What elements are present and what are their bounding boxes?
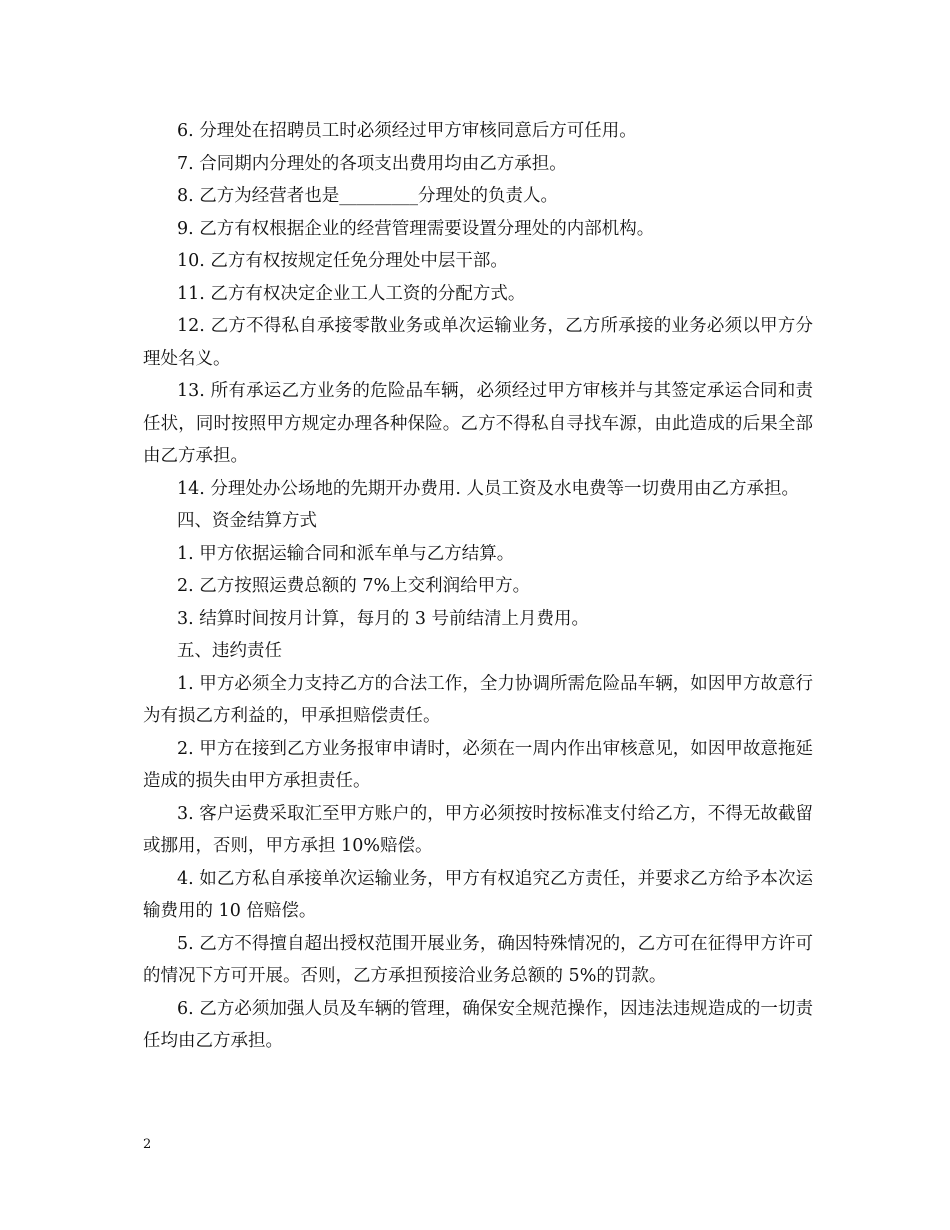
- liability-clause-1: 1. 甲方必须全力支持乙方的合法工作，全力协调所需危险品车辆，如因甲方故意行为有损乙方利益的，甲承担赔偿责任。: [143, 673, 813, 726]
- clause-11-wage-distribution: 11. 乙方有权决定企业工人工资的分配方式。: [177, 283, 526, 304]
- liability-clause-5: 5. 乙方不得擅自超出授权范围开展业务，确因特殊情况的，乙方可在征得甲方许可的情况下方可开展。否则，乙方承担预接洽业务总额的 5%的罚款。: [143, 933, 813, 986]
- section-heading-liability: 五、违约责任: [177, 641, 282, 661]
- clause-13-vehicles: 13. 所有承运乙方业务的危险品车辆，必须经过甲方审核并与其签定承运合同和责任状，同时按照甲方规定办理各种保险。乙方不得私自寻找车源，由此造成的后果全部由乙方承担。: [143, 381, 813, 466]
- liability-clause-4: 4. 如乙方私自承接单次运输业务，甲方有权追究乙方责任，并要求乙方给予本次运输费用的 10 倍赔偿。: [143, 868, 813, 921]
- settlement-clause-3: 3. 结算时间按月计算，每月的 3 号前结清上月费用。: [177, 608, 590, 629]
- liability-clause-2: 2. 甲方在接到乙方业务报审申请时，必须在一周内作出审核意见，如因甲故意拖延造成的损失由甲方承担责任。: [143, 738, 813, 791]
- clause-7-expenses: 7. 合同期内分理处的各项支出费用均由乙方承担。: [177, 153, 567, 174]
- clause-12-business-name: 12. 乙方不得私自承接零散业务或单次运输业务，乙方所承接的业务必须以甲方分理处名义。: [143, 316, 813, 369]
- settlement-clause-2: 2. 乙方按照运费总额的 7%上交利润给甲方。: [177, 576, 531, 596]
- clause-14-office-costs: 14. 分理处办公场地的先期开办费用. 人员工资及水电费等一切费用由乙方承担。: [177, 478, 800, 499]
- clause-6-staff-hiring: 6. 分理处在招聘员工时必须经过甲方审核同意后方可任用。: [177, 121, 637, 141]
- section-heading-settlement: 四、资金结算方式: [177, 511, 317, 531]
- page-number: 2: [143, 1137, 152, 1152]
- clause-8-manager: 8. 乙方为经营者也是_________分理处的负责人。: [177, 186, 559, 206]
- liability-clause-3: 3. 客户运费采取汇至甲方账户的，甲方必须按时按标准支付给乙方，不得无故截留或挪用，否则，甲方承担 10%赔偿。: [143, 803, 813, 856]
- clause-9-internal-structure: 9. 乙方有权根据企业的经营管理需要设置分理处的内部机构。: [177, 218, 655, 239]
- settlement-clause-1: 1. 甲方依据运输合同和派车单与乙方结算。: [177, 543, 515, 564]
- document-body: [143, 115, 813, 1058]
- clause-10-mid-level-cadres: 10. 乙方有权按规定任免分理处中层干部。: [177, 251, 508, 271]
- liability-clause-6: 6. 乙方必须加强人员及车辆的管理，确保安全规范操作，因违法违规造成的一切责任均由乙方承担。: [143, 998, 813, 1051]
